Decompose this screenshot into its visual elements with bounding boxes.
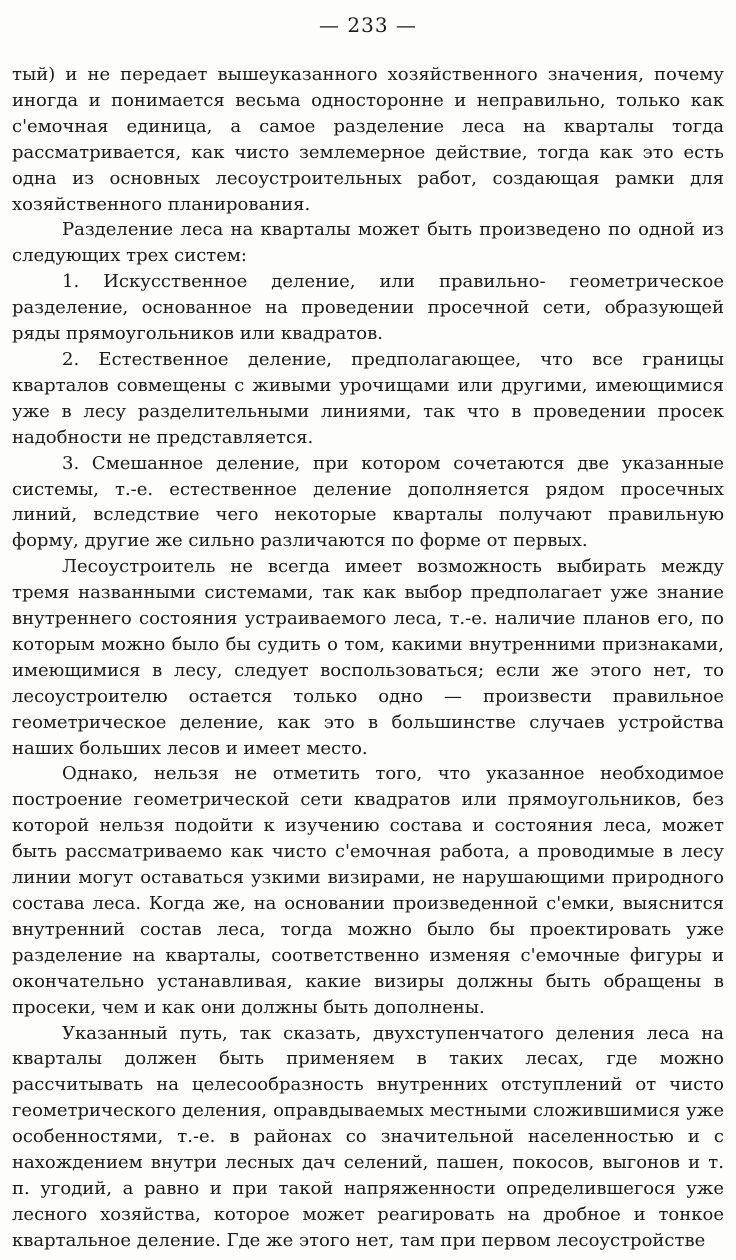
paragraph-division-intro: Разделение леса на кварталы может быть произведено по одной из следующих трех систем: xyxy=(12,219,724,267)
paragraph-forest-surveyor: Лесоустроитель не всегда имеет возможность выбирать между тремя названными системами, так как выбор предполагает уже знание внутреннего состояния устраиваемого леса, т.-е. наличие планов его, по которым можно было бы судить о том, какими внутренними признаками, имеющимися в лесу, следует воспользоваться; если же этого нет, то лесоустроителю остается только одно — произвести правильное геометрическое деление, как это в большинстве случаев устройства наших больших лесов и имеет место. xyxy=(12,556,724,759)
paragraph-natural-division: 2. Естественное деление, предполагающее, что все границы кварталов совмещены с живыми урочищами или другими, имеющимися уже в лесу разделительными линиями, так что в проведении просек надобности не представляется. xyxy=(12,348,724,448)
page-number: — 233 — xyxy=(319,13,417,37)
paragraph-mixed-division: 3. Смешанное деление, при котором сочетаются две указанные системы, т.-е. естественное деление дополняется рядом просечных линий, вследствие чего некоторые кварталы получают правильную форму, другие же сильно различаются по форме от первых. xyxy=(12,452,724,552)
paragraph-continuation: тый) и не передает вышеуказанного хозяйственного значения, почему иногда и понимается весьма односторонне и неправильно, только как с'емочная единица, а самое разделение леса на кварталы тогда рассматривается, как чисто землемерное действие, тогда как это есть одна из основных лесоустроительных работ, создающая рамки для хозяйственного планирования. xyxy=(12,64,724,215)
body-text xyxy=(12,62,724,1254)
paragraph-however: Однако, нельзя не отметить того, что указанное необходимое построение геометрической сети квадратов или прямоугольников, без которой нельзя подойти к изучению состава и состояния леса, может быть рассматриваемо как чисто с'емочная работа, а проводимые в лесу линии могут оставаться узкими визирами, не нарушающими природного состава леса. Когда же, на основании произведенной с'емки, выяснится внутренний состав леса, тогда можно было бы проектировать уже разделение на кварталы, соответственно изменяя с'емочные фигуры и окончательно устанавливая, какие визиры должны быть обращены в просеки, чем и как они должны быть дополнены. xyxy=(12,763,724,1018)
paragraph-two-stage-division: Указанный путь, так сказать, двухступенчатого деления леса на кварталы должен быть применяем в таких лесах, где можно рассчитывать на целесообразность внутренних отступлений от чисто геометрического деления, оправдываемых местными сложившимися уже особенностями, т.-е. в районах со значительной населенностью и с нахождением внутри лесных дач селений, пашен, покосов, выгонов и т. п. угодий, а равно и при такой напряженности определившегося уже лесного хозяйства, которое может реагировать на дробное и тонкое квартальное деление. Где же этого нет, там при первом лесоустройстве xyxy=(12,1022,724,1251)
paragraph-artificial-division: 1. Искусственное деление, или правильно- геометрическое разделение, основанное на проведении просечной сети, образующей ряды прямоугольников или квадратов. xyxy=(12,271,724,345)
